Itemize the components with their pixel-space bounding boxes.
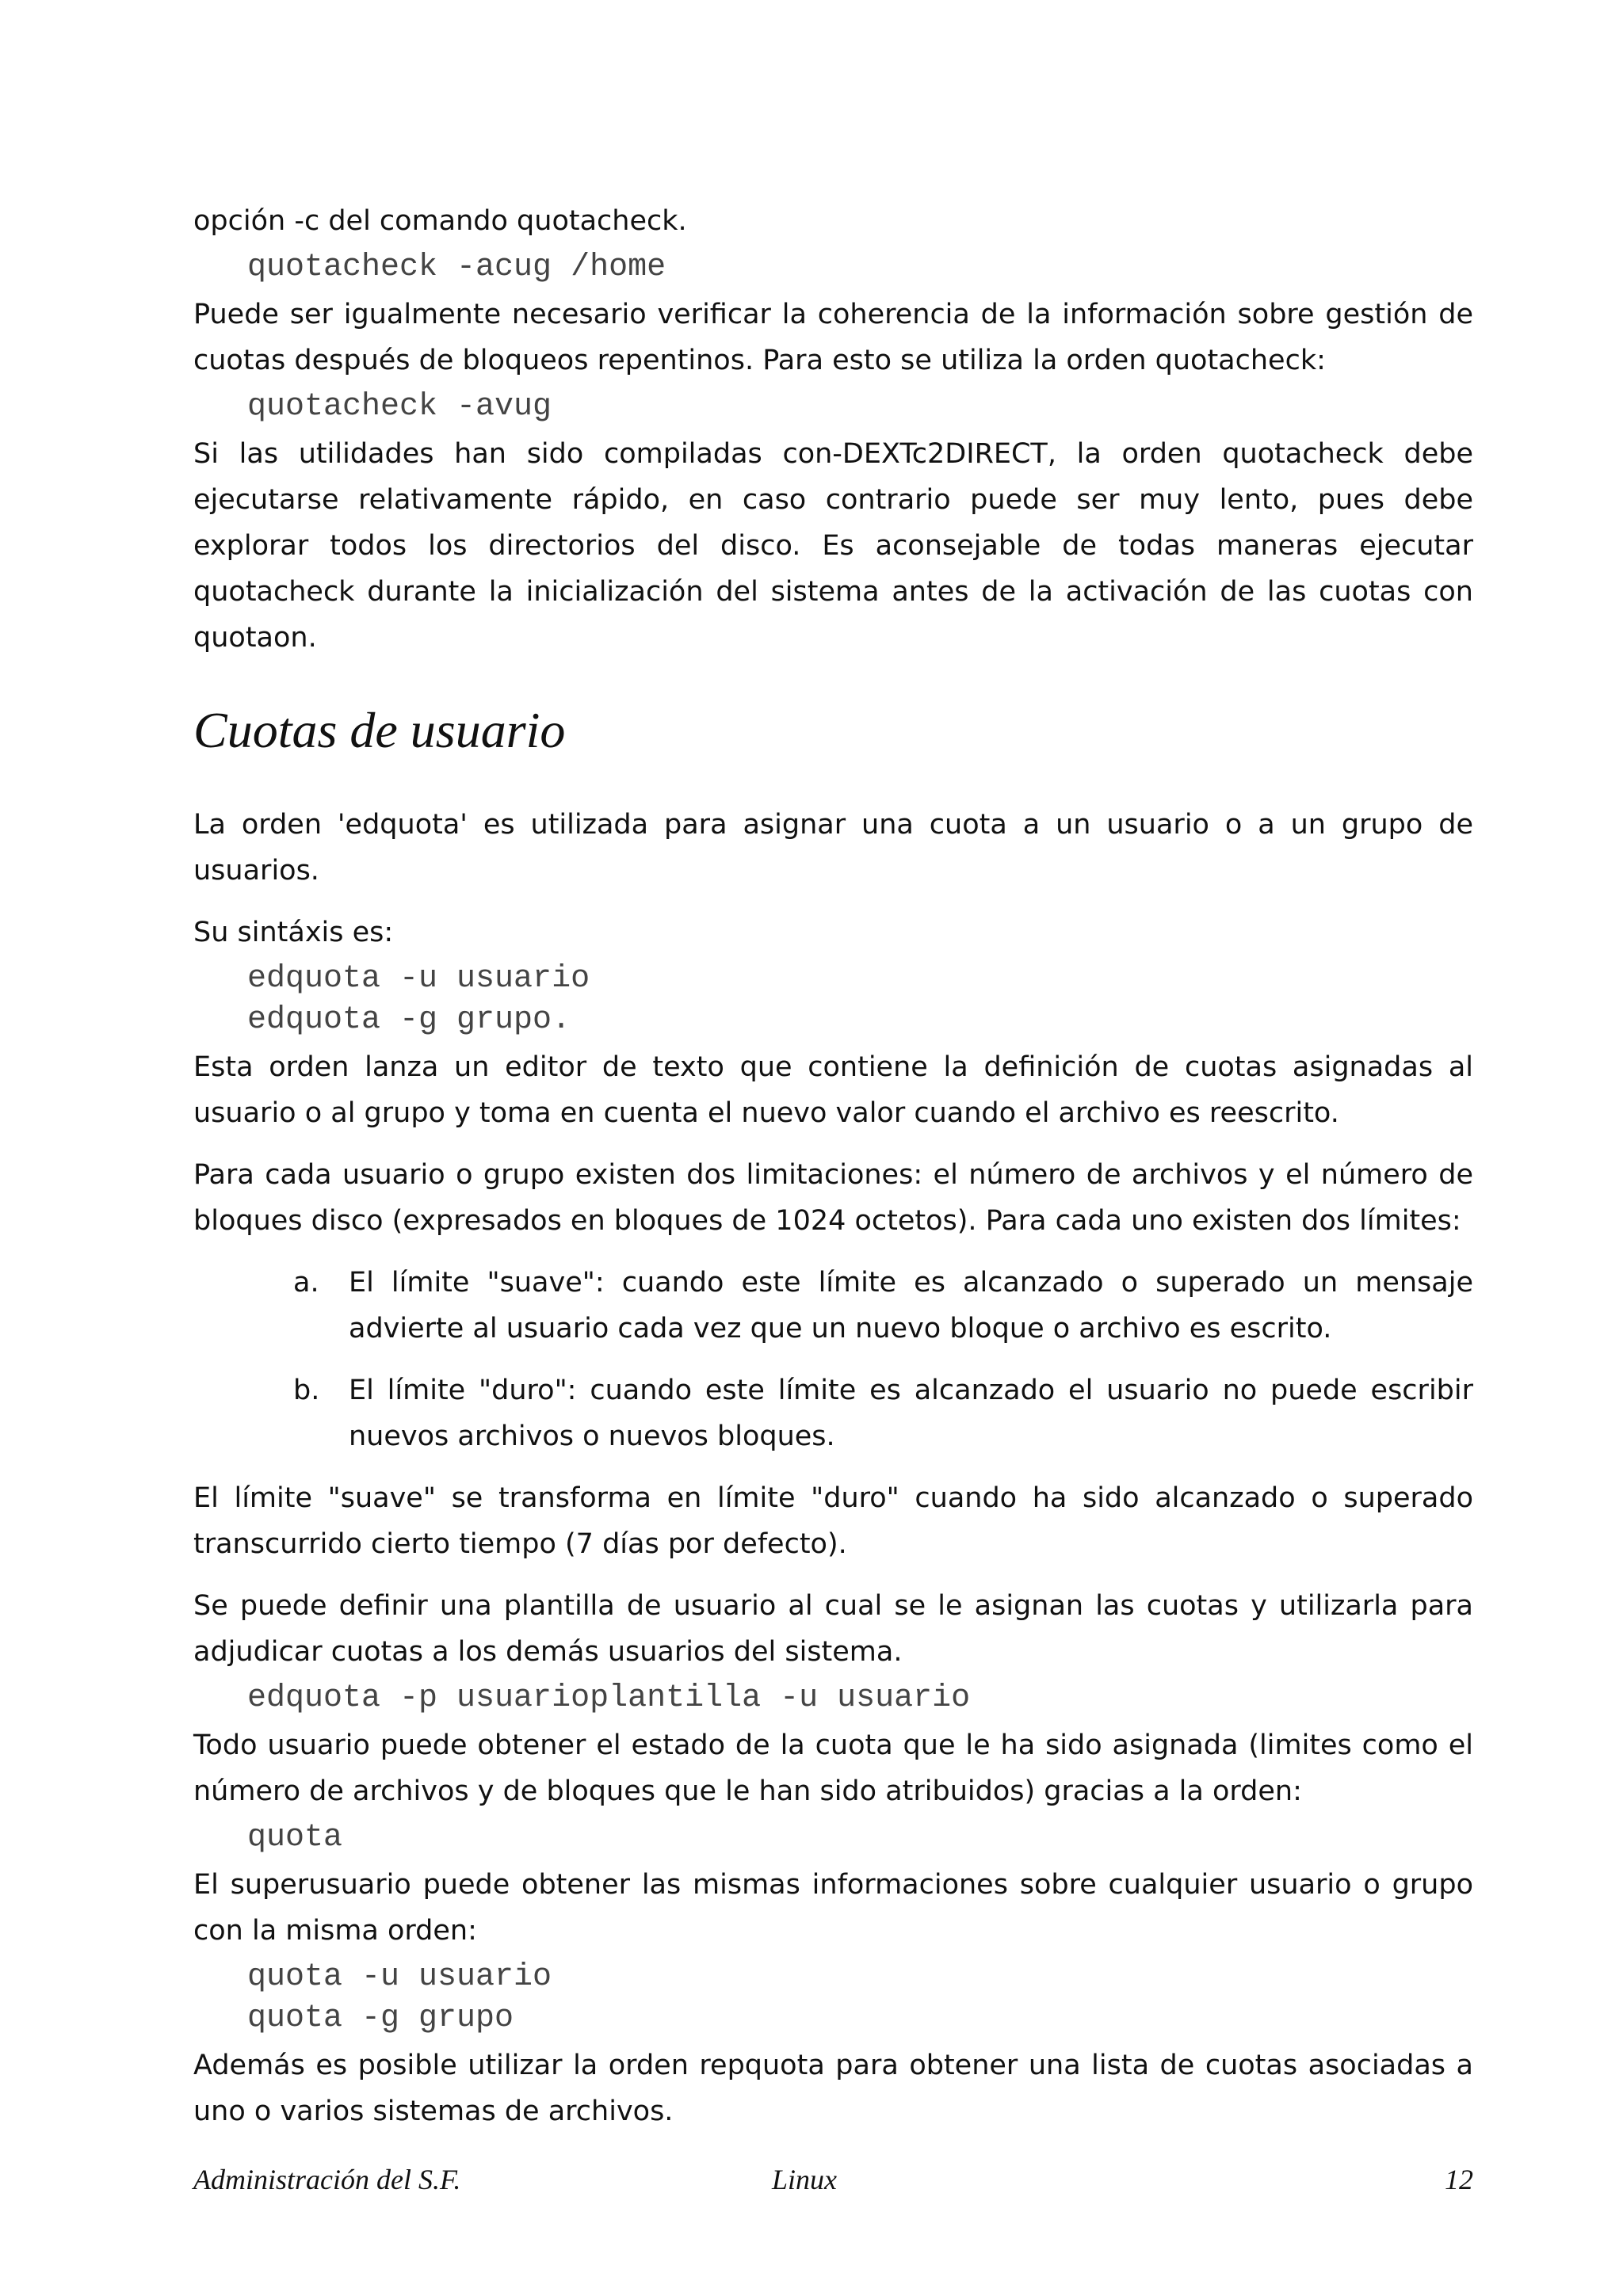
paragraph-editor-description: Esta orden lanza un editor de texto que contiene la definición de cuotas asignadas al usuario o al grupo y toma en cuenta el nuevo valor cuando el archivo es reescrito. [193, 1051, 1473, 1129]
code-line: edquota -g grupo. [247, 1002, 571, 1038]
paragraph-superuser: El superusuario puede obtener las mismas informaciones sobre cualquier usuario o grupo con la misma orden: [193, 1869, 1473, 1947]
paragraph-soft-to-hard: El límite "suave" se transforma en límite "duro" cuando ha sido alcanzado o superado transcurrido cierto tiempo (7 días por defecto). [193, 1482, 1473, 1560]
code-block-edquota-template [247, 1678, 1473, 1719]
code-line: quotacheck -avug [247, 389, 552, 425]
paragraph-repquota: Además es posible utilizar la orden repquota para obtener una lista de cuotas asociadas a uno o varios sistemas de archivos. [193, 2050, 1473, 2127]
list-marker: b. [293, 1375, 320, 1406]
page-footer [193, 2163, 1473, 2203]
paragraph-syntax-label: Su sintáxis es: [193, 917, 394, 948]
footer-subject: Linux [772, 2164, 838, 2195]
page-content [193, 198, 1473, 2150]
footer-page-number: 12 [1445, 2164, 1473, 2195]
paragraph-quotacheck-option: opción -c del comando quotacheck. [193, 205, 687, 237]
paragraph-coherence-check: Puede ser igualmente necesario verificar la coherencia de la información sobre gestión de cuotas después de bloqueos repentinos. Para esto se utiliza la orden quotacheck: [193, 299, 1473, 376]
code-block-quota-user-group [247, 1957, 1473, 2039]
code-line: quotacheck -acug /home [247, 250, 666, 285]
limits-list [193, 1260, 1473, 1459]
paragraph-template-user: Se puede definir una plantilla de usuario al cual se le asignan las cuotas y utilizarla para adjudicar cuotas a los demás usuarios del sistema. [193, 1590, 1473, 1668]
code-line: quota -g grupo [247, 2000, 514, 2036]
section-heading-cuotas-usuario: Cuotas de usuario [193, 702, 566, 758]
list-item-text: El límite "duro": cuando este límite es alcanzado el usuario no puede escribir nuevos archivos o nuevos bloques. [349, 1375, 1473, 1452]
list-marker: a. [293, 1267, 319, 1299]
paragraph-quota-status: Todo usuario puede obtener el estado de la cuota que le ha sido asignada (limites como el número de archivos y de bloques que le han sido atribuidos) gracias a la orden: [193, 1730, 1473, 1807]
paragraph-dextc2direct: Si las utilidades han sido compiladas con-DEXTc2DIRECT, la orden quotacheck debe ejecutarse relativamente rápido, en caso contrario puede ser muy lento, pues debe explorar todos los directorios del disco. Es aconsejable de todas maneras ejecutar quotacheck durante la inicialización del sistema antes de la activación de las cuotas con quotaon. [193, 438, 1473, 654]
list-item-hard-limit [193, 1367, 1473, 1459]
code-block-quota [247, 1817, 1473, 1859]
paragraph-edquota-intro: La orden 'edquota' es utilizada para asignar una cuota a un usuario o a un grupo de usuarios. [193, 809, 1473, 887]
code-block-quotacheck-acug [247, 247, 1473, 288]
code-block-quotacheck-avug [247, 387, 1473, 428]
paragraph-limitations: Para cada usuario o grupo existen dos limitaciones: el número de archivos y el número de bloques disco (expresados en bloques de 1024 octetos). Para cada uno existen dos límites: [193, 1159, 1473, 1237]
list-item-soft-limit [193, 1260, 1473, 1352]
footer-document-title: Administración del S.F. [193, 2164, 461, 2195]
code-line: quota [247, 1820, 343, 1855]
code-line: edquota -u usuario [247, 961, 590, 997]
code-block-edquota-syntax [247, 959, 1473, 1041]
code-line: quota -u usuario [247, 1959, 552, 1995]
list-item-text: El límite "suave": cuando este límite es alcanzado o superado un mensaje advierte al usuario cada vez que un nuevo bloque o archivo es escrito. [349, 1267, 1473, 1344]
code-line: edquota -p usuarioplantilla -u usuario [247, 1680, 971, 1716]
